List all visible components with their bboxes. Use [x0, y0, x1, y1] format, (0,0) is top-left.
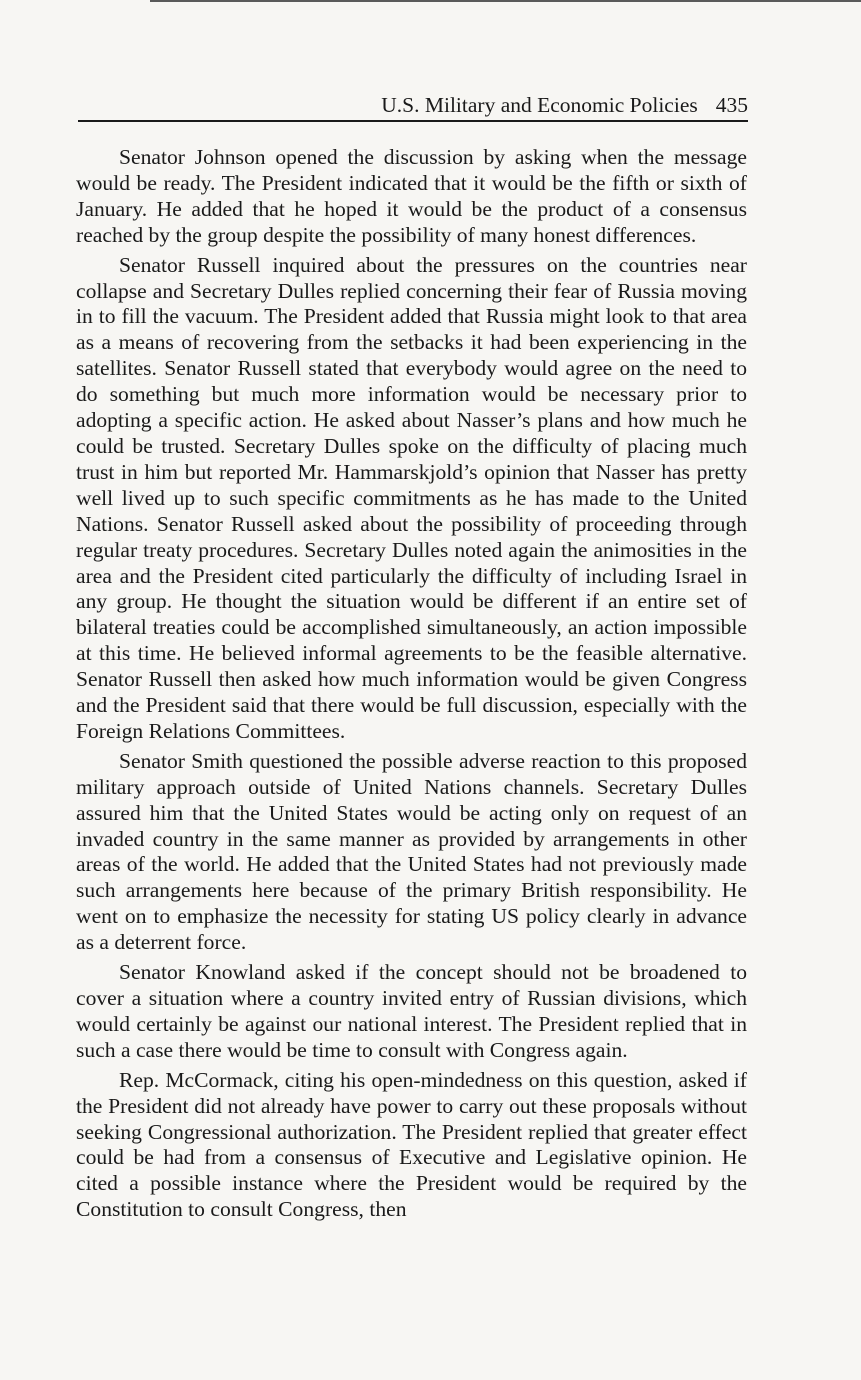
- paragraph-smith: Senator Smith questioned the possible adverse reaction to this proposed military approach outside of United Nations channels. Secretary Dulles assured him that the United States would be acting only on request of an invaded country in the same manner as provided by arrangements in other areas of the world. He added that the United States had not previously made such arrangements here because of the primary British responsibility. He went on to emphasize the necessity for stating US policy clearly in advance as a deterrent force.: [76, 748, 747, 955]
- page-top-edge-rule: [150, 0, 861, 2]
- running-header: [78, 90, 748, 122]
- body-text: [76, 145, 747, 1223]
- paragraph-knowland: Senator Knowland asked if the concept should not be broadened to cover a situation where a country invited entry of Russian divisions, which would certainly be against our national interest. The President replied that in such a case there would be time to consult with Congress again.: [76, 960, 747, 1062]
- running-title: U.S. Military and Economic Policies: [381, 93, 698, 117]
- paragraph-johnson: Senator Johnson opened the discussion by asking when the message would be ready. The President indicated that it would be the fifth or sixth of January. He added that he hoped it would be the product of a consensus reached by the group despite the possibility of many honest differences.: [76, 145, 747, 247]
- page-number: 435: [715, 93, 748, 117]
- paragraph-russell: Senator Russell inquired about the pressures on the countries near collapse and Secretary Dulles replied concerning their fear of Russia moving in to fill the vacuum. The President added that Russia might look to that area as a means of recovering from the setbacks it had been experiencing in the satellites. Senator Russell stated that everybody would agree on the need to do something but much more information would be necessary prior to adopting a specific action. He asked about Nasser’s plans and how much he could be trusted. Secretary Dulles spoke on the difficulty of placing much trust in him but reported Mr. Hammarskjold’s opinion that Nasser has pretty well lived up to such specific commitments as he has made to the United Nations. Senator Russell asked about the possibility of proceeding through regular treaty procedures. Secretary Dulles noted again the animosities in the area and the President cited particularly the difficulty of including Israel in any group. He thought the situation would be different if an entire set of bilateral treaties could be accomplished simultaneously, an action impossible at this time. He believed informal agreements to be the feasible alternative. Senator Russell then asked how much information would be given Congress and the President said that there would be full discussion, especially with the Foreign Relations Committees.: [76, 252, 747, 743]
- paragraph-mccormack: Rep. McCormack, citing his open-mindedness on this question, asked if the President did not already have power to carry out these proposals without seeking Congressional authorization. The President replied that greater effect could be had from a consensus of Executive and Legislative opinion. He cited a possible instance where the President would be required by the Constitution to consult Congress, then: [76, 1067, 747, 1222]
